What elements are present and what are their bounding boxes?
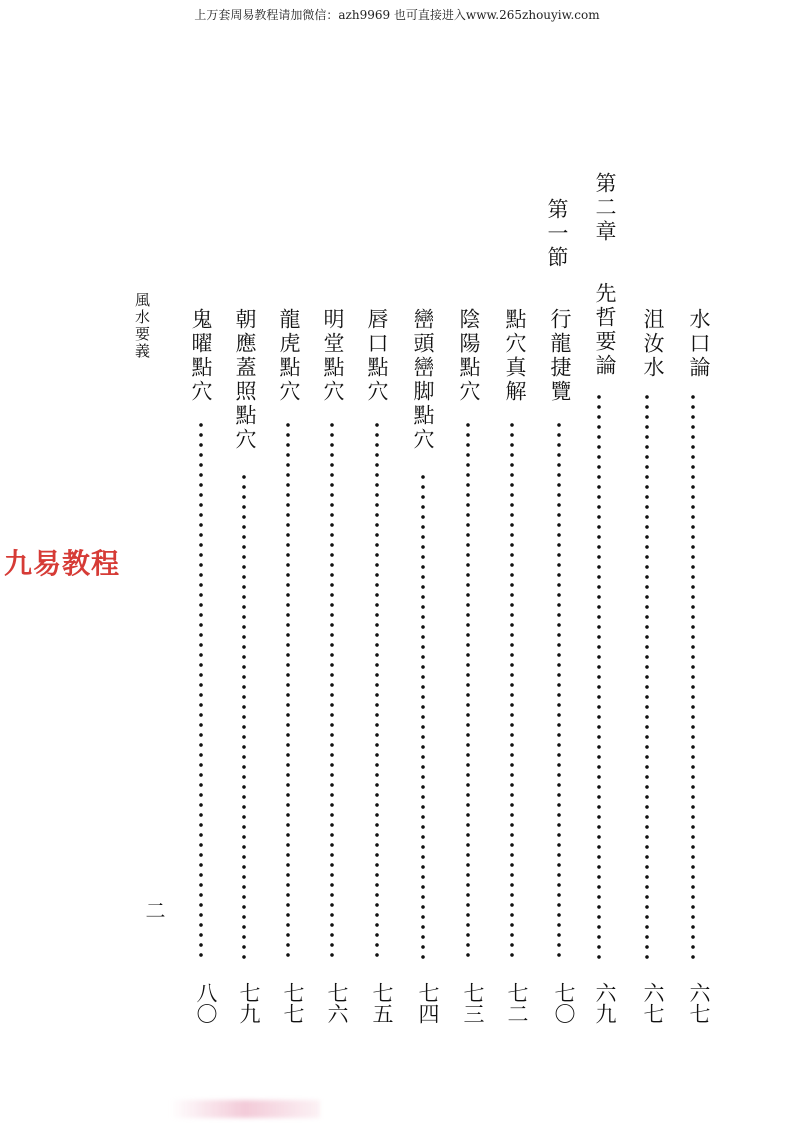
toc-entry-title: 水口論	[687, 308, 711, 380]
toc-entry-page: 七六	[325, 982, 349, 1024]
section-label: 第一節	[545, 198, 569, 270]
leader-dots	[691, 392, 695, 960]
leader-dots	[286, 420, 290, 960]
leader-dots	[510, 420, 514, 960]
leader-dots	[330, 420, 334, 960]
leader-dots	[199, 420, 203, 960]
toc-entry-title: 陰陽點穴	[457, 308, 481, 404]
toc-entry-page: 七九	[237, 982, 261, 1024]
page-header-banner: 上万套周易教程请加微信：azh9969 也可直接进入www.265zhouyiw.com	[194, 8, 600, 22]
toc-entry-page: 七〇	[552, 982, 576, 1024]
running-title: 風水要義	[133, 292, 151, 360]
toc-entry-page: 六七	[687, 982, 711, 1024]
toc-entry-page: 七七	[281, 982, 305, 1024]
watermark: 九易教程	[4, 547, 121, 580]
leader-dots	[597, 392, 601, 960]
toc-entry-title: 巒頭巒脚點穴	[411, 308, 435, 452]
toc-entry-page: 八〇	[194, 982, 218, 1024]
leader-dots	[421, 472, 425, 960]
toc-entry-title: 明堂點穴	[321, 308, 345, 404]
leader-dots	[557, 420, 561, 960]
page-number: 二	[142, 900, 166, 926]
toc-entry-page: 七五	[370, 982, 394, 1024]
toc-entry-page: 六九	[593, 982, 617, 1024]
toc-entry-page: 七四	[416, 982, 440, 1024]
leader-dots	[466, 420, 470, 960]
toc-entry-title: 唇口點穴	[365, 308, 389, 404]
toc-entry-title: 鬼曜點穴	[189, 308, 213, 404]
toc-entry-title: 先哲要論	[593, 282, 617, 378]
toc-entry-page: 七二	[505, 982, 529, 1024]
leader-dots	[242, 472, 246, 960]
toc-entry-title: 沮汝水	[641, 308, 665, 380]
toc-entry-title: 行龍捷覽	[548, 308, 572, 404]
chapter-label: 第二章	[593, 172, 617, 244]
toc-entry-page: 六七	[641, 982, 665, 1024]
toc-entry-page: 七三	[461, 982, 485, 1024]
paper-stain	[170, 1100, 320, 1118]
leader-dots	[375, 420, 379, 960]
leader-dots	[645, 392, 649, 960]
toc-entry-title: 點穴真解	[503, 308, 527, 404]
toc-entry-title: 龍虎點穴	[277, 308, 301, 404]
toc-entry-title: 朝應蓋照點穴	[233, 308, 257, 452]
